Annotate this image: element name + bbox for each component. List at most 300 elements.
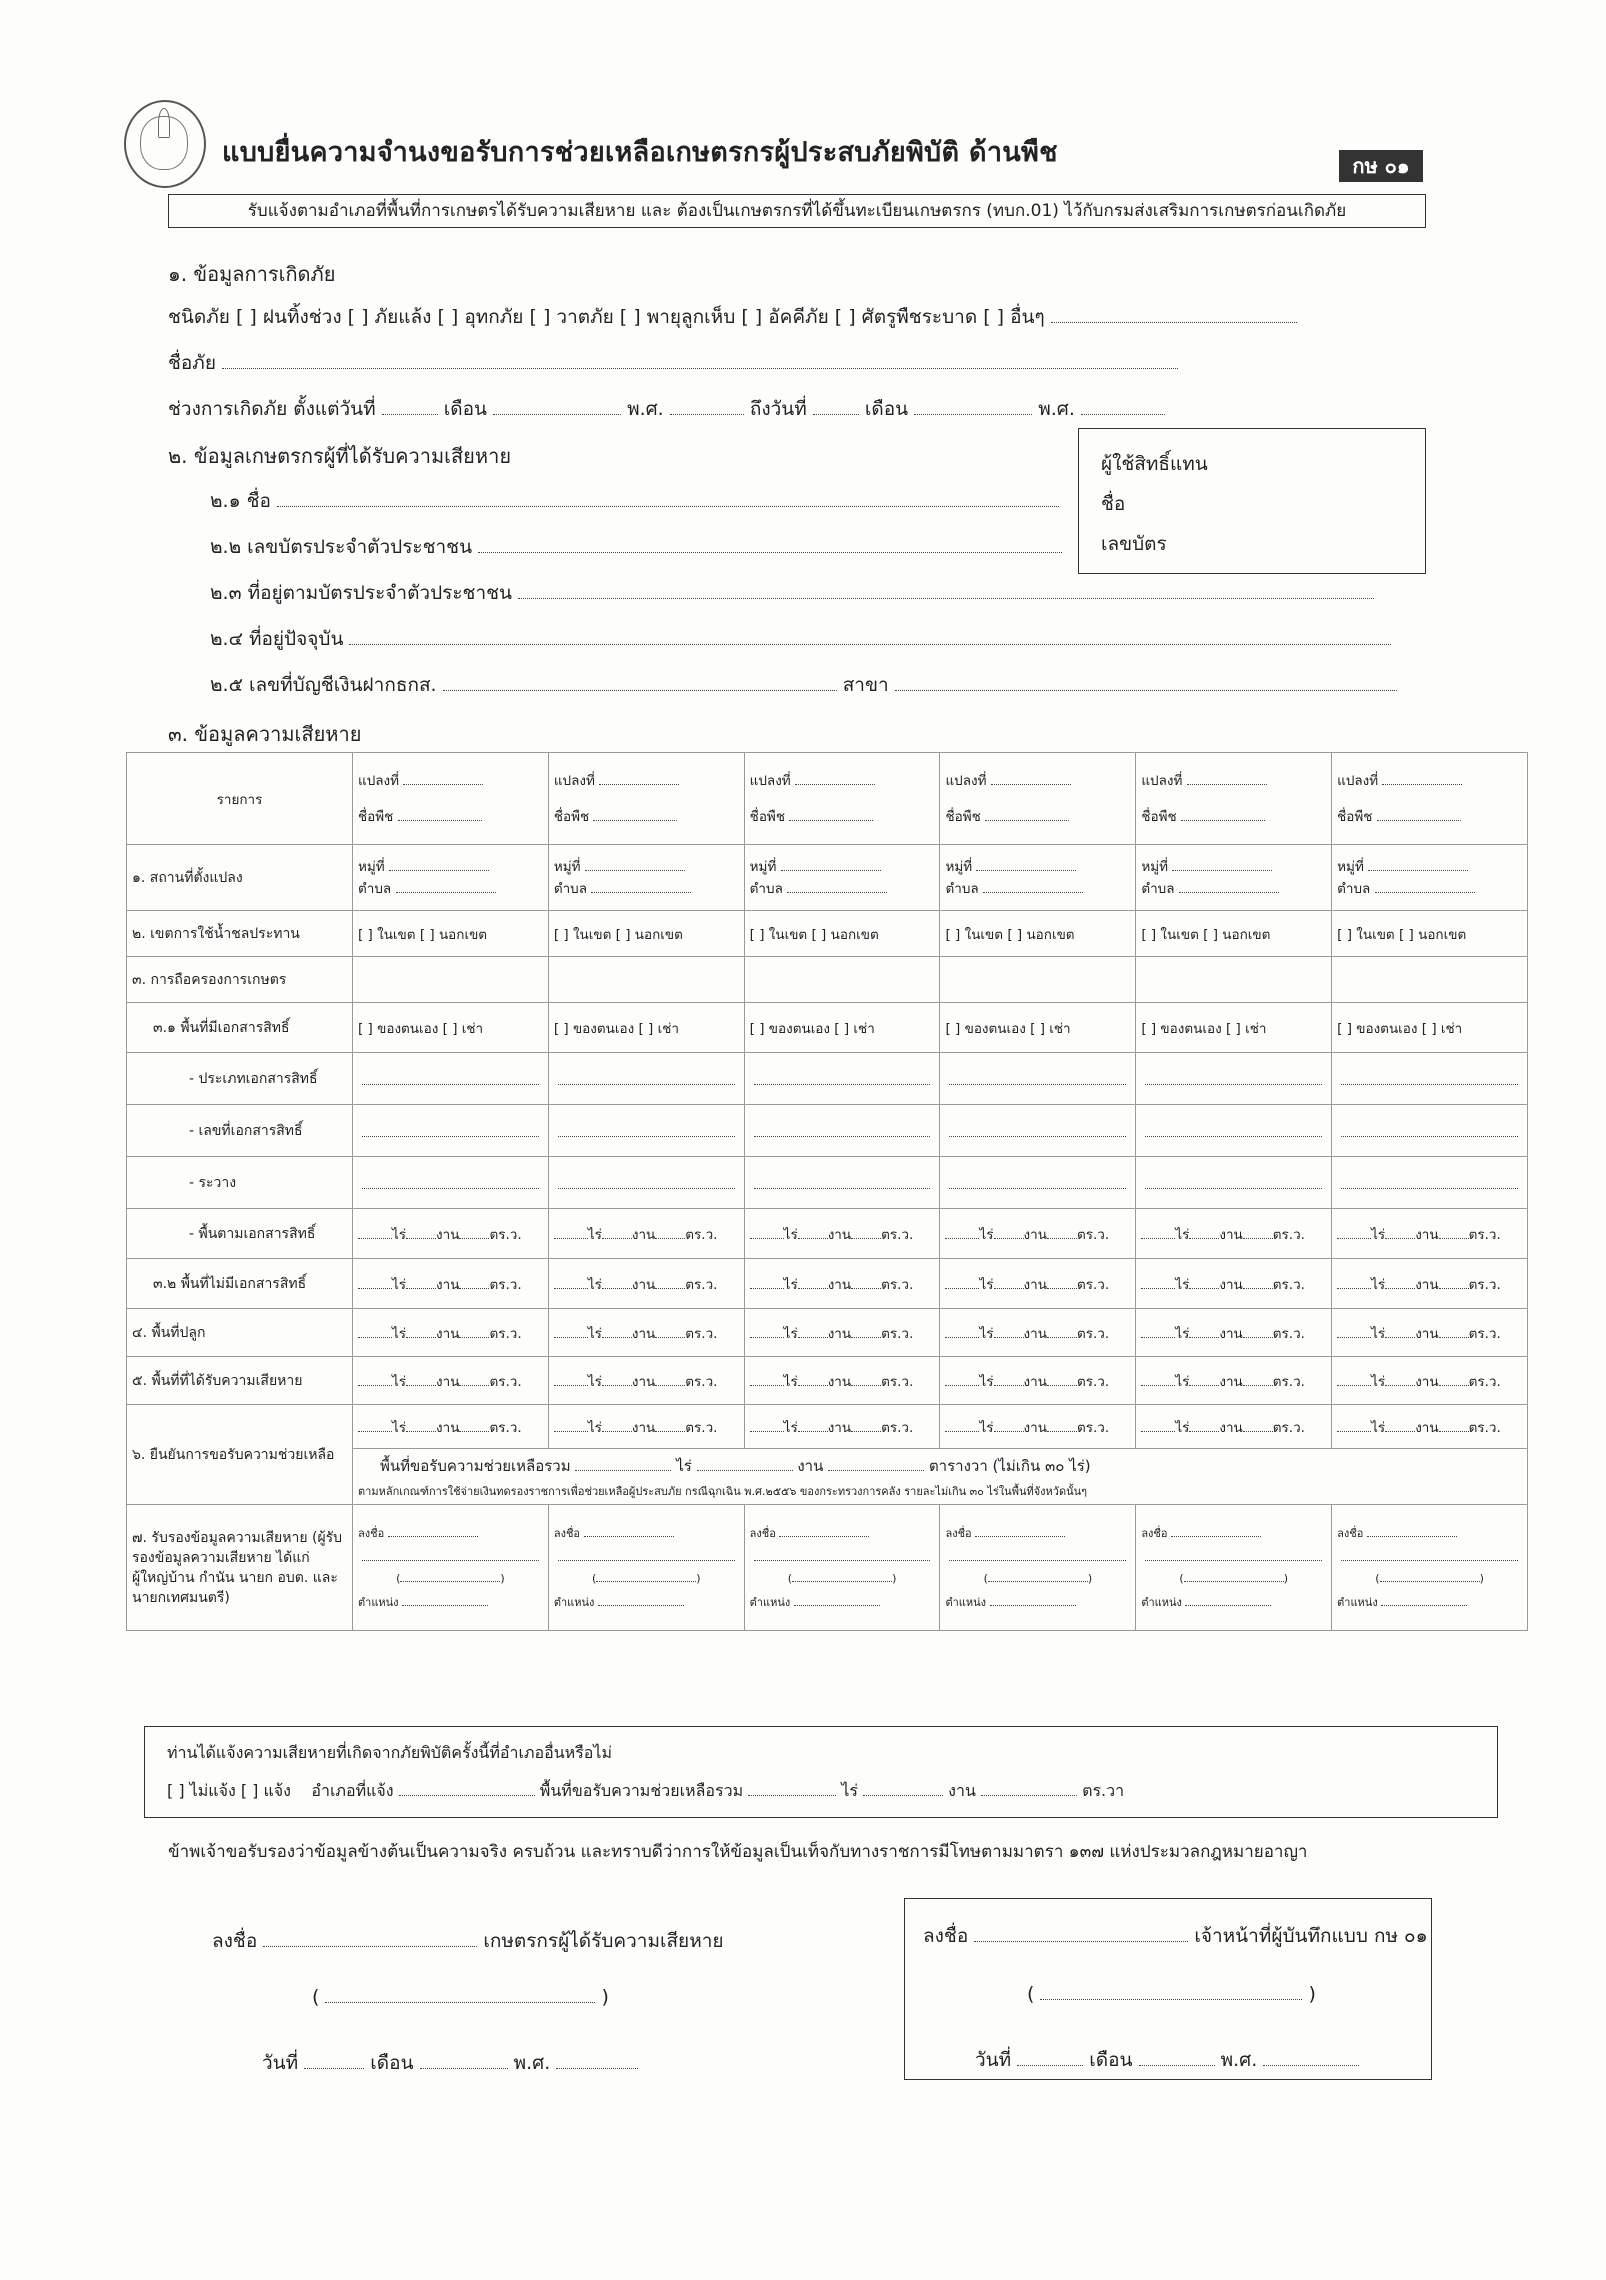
irrigation-checkbox-cell[interactable] xyxy=(1332,911,1528,957)
position-field[interactable] xyxy=(1185,1591,1271,1606)
wa-field[interactable] xyxy=(655,1323,685,1338)
ngan-label: งาน xyxy=(631,1325,656,1342)
plot-location-cell[interactable] xyxy=(1136,845,1332,911)
disaster-type-6[interactable]: [ ] ศัตรูพืชระบาด xyxy=(834,306,978,328)
other-district-box xyxy=(144,1726,1498,1818)
entry-line[interactable] xyxy=(1145,1176,1322,1189)
notify-options[interactable]: [ ] ไม่แจ้ง [ ] แจ้ง xyxy=(167,1781,291,1800)
crop-name-field[interactable] xyxy=(985,806,1069,821)
ngan-field[interactable] xyxy=(1189,1323,1219,1338)
wa-field[interactable] xyxy=(1243,1323,1273,1338)
area-entry-cell[interactable] xyxy=(1332,1209,1528,1259)
ngan-field[interactable] xyxy=(602,1371,632,1386)
area-entry-cell[interactable] xyxy=(353,1357,549,1405)
area-entry-cell[interactable] xyxy=(1136,1357,1332,1405)
rai-field[interactable] xyxy=(554,1224,588,1239)
disaster-type-0[interactable]: [ ] ฝนทิ้งช่วง xyxy=(235,306,342,328)
branch-field[interactable] xyxy=(895,676,1397,691)
farmer-year-field[interactable] xyxy=(556,2054,638,2069)
wa-label: ตร.ว. xyxy=(685,1276,718,1293)
wa-field[interactable] xyxy=(1047,1274,1077,1289)
ngan-field[interactable] xyxy=(406,1371,436,1386)
area-entry-cell[interactable] xyxy=(548,1405,744,1449)
village-field[interactable] xyxy=(976,856,1076,871)
village-label: หมู่ที่ xyxy=(1337,858,1364,875)
ngan-field[interactable] xyxy=(798,1224,828,1239)
wa-field[interactable] xyxy=(655,1224,685,1239)
text-entry-cell[interactable] xyxy=(1332,1053,1528,1105)
ngan-field[interactable] xyxy=(406,1417,436,1432)
total-rai-field[interactable] xyxy=(575,1456,671,1471)
farmer-day-field[interactable] xyxy=(304,2054,364,2069)
subdistrict-field[interactable] xyxy=(787,878,887,893)
wa-field[interactable] xyxy=(459,1323,489,1338)
bank-account-field[interactable] xyxy=(443,676,837,691)
plot-location-cell[interactable] xyxy=(353,845,549,911)
rai-field[interactable] xyxy=(945,1417,979,1432)
irrigation-options[interactable]: [ ] ในเขต [ ] นอกเขต xyxy=(1337,926,1467,943)
area-entry-cell[interactable] xyxy=(744,1309,940,1357)
area-entry-cell[interactable] xyxy=(744,1357,940,1405)
rai-field[interactable] xyxy=(750,1224,784,1239)
wa-field[interactable] xyxy=(851,1417,881,1432)
disaster-type-1[interactable]: [ ] ภัยแล้ง xyxy=(347,306,432,328)
position-field[interactable] xyxy=(1381,1591,1467,1606)
wa-field[interactable] xyxy=(655,1274,685,1289)
irrigation-checkbox-cell[interactable] xyxy=(744,911,940,957)
text-entry-cell[interactable] xyxy=(1332,1157,1528,1209)
ngan-field[interactable] xyxy=(1189,1371,1219,1386)
disaster-type-7[interactable]: [ ] อื่นๆ xyxy=(983,306,1045,328)
ownership-checkbox-cell[interactable] xyxy=(1332,1003,1528,1053)
entry-line[interactable] xyxy=(754,1176,931,1189)
village-field[interactable] xyxy=(1172,856,1272,871)
signature-line[interactable] xyxy=(1145,1548,1322,1561)
certifier-name-field[interactable] xyxy=(1184,1567,1284,1582)
text-entry-cell[interactable] xyxy=(744,1105,940,1157)
text-entry-cell[interactable] xyxy=(1136,1053,1332,1105)
plot-column-header[interactable] xyxy=(744,753,940,845)
entry-line[interactable] xyxy=(754,1072,931,1085)
ownership-checkbox-cell[interactable] xyxy=(353,1003,549,1053)
ngan-field[interactable] xyxy=(602,1323,632,1338)
wa-field[interactable] xyxy=(851,1224,881,1239)
area-entry-cell[interactable] xyxy=(1332,1259,1528,1309)
rai-field[interactable] xyxy=(358,1323,392,1338)
certifier-sign-field[interactable] xyxy=(975,1522,1065,1537)
certifier-name-field[interactable] xyxy=(1380,1567,1480,1582)
wa-field[interactable] xyxy=(1439,1371,1469,1386)
disaster-name-field[interactable] xyxy=(222,354,1178,369)
certifier-signature-cell[interactable] xyxy=(353,1505,549,1631)
wa-field[interactable] xyxy=(1439,1417,1469,1432)
total-ngan-field[interactable] xyxy=(697,1456,793,1471)
certifier-sign-field[interactable] xyxy=(584,1522,674,1537)
wa-field[interactable] xyxy=(1243,1417,1273,1432)
wa-field[interactable] xyxy=(1047,1417,1077,1432)
plot-column-header[interactable] xyxy=(1332,753,1528,845)
area-entry-cell[interactable] xyxy=(353,1309,549,1357)
area-entry-cell[interactable] xyxy=(548,1259,744,1309)
entry-line[interactable] xyxy=(558,1124,735,1137)
irrigation-checkbox-cell[interactable] xyxy=(940,911,1136,957)
text-entry-cell[interactable] xyxy=(940,1105,1136,1157)
position-field[interactable] xyxy=(598,1591,684,1606)
district-field[interactable] xyxy=(399,1781,535,1796)
village-field[interactable] xyxy=(585,856,685,871)
rai-field[interactable] xyxy=(1337,1323,1371,1338)
end-month-field[interactable] xyxy=(914,400,1032,415)
ngan-field[interactable] xyxy=(1385,1274,1415,1289)
certifier-signature-cell[interactable] xyxy=(548,1505,744,1631)
area-entry-cell[interactable] xyxy=(1136,1259,1332,1309)
wa-label: ตร.ว. xyxy=(1076,1276,1110,1293)
total-wa-field[interactable] xyxy=(828,1456,924,1471)
subdistrict-field[interactable] xyxy=(1179,878,1279,893)
rai-field[interactable] xyxy=(1141,1371,1175,1386)
rai-field[interactable] xyxy=(945,1323,979,1338)
officer-sign-field[interactable] xyxy=(974,1927,1188,1942)
ngan-field[interactable] xyxy=(798,1417,828,1432)
disaster-type-5[interactable]: [ ] อัคคีภัย xyxy=(741,306,829,328)
subdistrict-label: ตำบล xyxy=(749,880,783,897)
open-paren: ( xyxy=(787,1572,793,1585)
ngan-field[interactable] xyxy=(1189,1417,1219,1432)
wa-field[interactable] xyxy=(1243,1224,1273,1239)
officer-printed-name-field[interactable] xyxy=(1040,1985,1302,2000)
rai-field[interactable] xyxy=(358,1371,392,1386)
wa-field[interactable] xyxy=(851,1371,881,1386)
area-entry-cell[interactable] xyxy=(940,1209,1136,1259)
plot-column-header[interactable] xyxy=(548,753,744,845)
wa-field[interactable] xyxy=(851,1323,881,1338)
signature-line[interactable] xyxy=(949,1548,1126,1561)
rai-field[interactable] xyxy=(554,1274,588,1289)
plot-label: แปลงที่ xyxy=(749,772,791,789)
area-entry-cell[interactable] xyxy=(940,1405,1136,1449)
area-entry-cell[interactable] xyxy=(548,1357,744,1405)
entry-line[interactable] xyxy=(1145,1124,1322,1137)
village-field[interactable] xyxy=(1368,856,1468,871)
text-entry-cell[interactable] xyxy=(940,1053,1136,1105)
certifier-sign-field[interactable] xyxy=(388,1522,478,1537)
farmer-month-field[interactable] xyxy=(420,2054,508,2069)
entry-line[interactable] xyxy=(1341,1072,1518,1085)
area-entry-cell[interactable] xyxy=(548,1309,744,1357)
certifier-sign-field[interactable] xyxy=(779,1522,869,1537)
other-wa-field[interactable] xyxy=(981,1781,1077,1796)
plot-number-field[interactable] xyxy=(599,770,679,785)
farmer-printed-name-field[interactable] xyxy=(325,1988,595,2003)
ngan-field[interactable] xyxy=(1385,1323,1415,1338)
rai-field[interactable] xyxy=(1337,1274,1371,1289)
entry-line[interactable] xyxy=(1341,1176,1518,1189)
disaster-other-field[interactable] xyxy=(1051,308,1297,323)
village-field[interactable] xyxy=(781,856,881,871)
rai-field[interactable] xyxy=(554,1323,588,1338)
subdistrict-field[interactable] xyxy=(983,878,1083,893)
plot-column-header[interactable] xyxy=(1136,753,1332,845)
area-entry-cell[interactable] xyxy=(744,1405,940,1449)
plot-number-field[interactable] xyxy=(795,770,875,785)
area-entry-cell[interactable] xyxy=(353,1259,549,1309)
area-entry-cell[interactable] xyxy=(940,1309,1136,1357)
start-year-field[interactable] xyxy=(670,400,744,415)
certifier-signature-cell[interactable] xyxy=(1332,1505,1528,1631)
area-entry-cell[interactable] xyxy=(1332,1357,1528,1405)
irrigation-options[interactable]: [ ] ในเขต [ ] นอกเขต xyxy=(749,926,879,943)
irrigation-options[interactable]: [ ] ในเขต [ ] นอกเขต xyxy=(358,926,488,943)
certifier-sign-field[interactable] xyxy=(1367,1522,1457,1537)
rai-field[interactable] xyxy=(554,1371,588,1386)
wa-field[interactable] xyxy=(459,1224,489,1239)
officer-month-field[interactable] xyxy=(1139,2051,1215,2066)
ownership-checkbox-cell[interactable] xyxy=(1136,1003,1332,1053)
rai-field[interactable] xyxy=(358,1224,392,1239)
text-entry-cell[interactable] xyxy=(353,1157,549,1209)
wa-field[interactable] xyxy=(1439,1323,1469,1338)
village-field[interactable] xyxy=(389,856,489,871)
text-entry-cell[interactable] xyxy=(548,1157,744,1209)
ownership-options[interactable]: [ ] ของตนเอง [ ] เช่า xyxy=(553,1020,679,1037)
irrigation-checkbox-cell[interactable] xyxy=(1136,911,1332,957)
position-field[interactable] xyxy=(402,1591,488,1606)
ownership-options[interactable]: [ ] ของตนเอง [ ] เช่า xyxy=(358,1020,484,1037)
rai-field[interactable] xyxy=(750,1417,784,1432)
farmer-sign-field[interactable] xyxy=(263,1932,477,1947)
rai-field[interactable] xyxy=(750,1371,784,1386)
rai-field[interactable] xyxy=(1337,1371,1371,1386)
plot-number-field[interactable] xyxy=(403,770,483,785)
area-entry-cell[interactable] xyxy=(744,1209,940,1259)
entry-line[interactable] xyxy=(558,1072,735,1085)
current-address-field[interactable] xyxy=(349,630,1391,645)
ngan-field[interactable] xyxy=(602,1274,632,1289)
wa-field[interactable] xyxy=(1047,1371,1077,1386)
rai-label: ไร่ xyxy=(783,1325,798,1342)
wa-field[interactable] xyxy=(459,1274,489,1289)
officer-year-field[interactable] xyxy=(1263,2051,1359,2066)
plot-location-cell[interactable] xyxy=(548,845,744,911)
wa-field[interactable] xyxy=(1047,1323,1077,1338)
crop-name-field[interactable] xyxy=(789,806,873,821)
ownership-options[interactable]: [ ] ของตนเอง [ ] เช่า xyxy=(749,1020,875,1037)
rai-field[interactable] xyxy=(1141,1323,1175,1338)
certifier-name-field[interactable] xyxy=(792,1567,892,1582)
plot-location-cell[interactable] xyxy=(1332,845,1528,911)
certifier-signature-cell[interactable] xyxy=(1136,1505,1332,1631)
text-entry-cell[interactable] xyxy=(353,1053,549,1105)
ngan-field[interactable] xyxy=(994,1323,1024,1338)
text-entry-cell[interactable] xyxy=(548,1105,744,1157)
wa-field[interactable] xyxy=(1047,1224,1077,1239)
text-entry-cell[interactable] xyxy=(1332,1105,1528,1157)
crop-label: ชื่อพืช xyxy=(358,808,394,825)
text-entry-cell[interactable] xyxy=(940,1157,1136,1209)
rai-field[interactable] xyxy=(358,1274,392,1289)
plot-number-field[interactable] xyxy=(1382,770,1462,785)
ngan-field[interactable] xyxy=(798,1371,828,1386)
plot-location-cell[interactable] xyxy=(940,845,1136,911)
area-entry-cell[interactable] xyxy=(1332,1405,1528,1449)
area-entry-cell[interactable] xyxy=(548,1209,744,1259)
plot-label: แปลงที่ xyxy=(358,772,400,789)
entry-line[interactable] xyxy=(362,1124,539,1137)
certifier-name-field[interactable] xyxy=(596,1567,696,1582)
subdistrict-field[interactable] xyxy=(396,878,496,893)
ngan-field[interactable] xyxy=(602,1417,632,1432)
wa-field[interactable] xyxy=(851,1274,881,1289)
signature-line[interactable] xyxy=(558,1548,735,1561)
position-field[interactable] xyxy=(794,1591,880,1606)
certifier-sign-field[interactable] xyxy=(1171,1522,1261,1537)
ownership-checkbox-cell[interactable] xyxy=(744,1003,940,1053)
rai-field[interactable] xyxy=(358,1417,392,1432)
certifier-signature-cell[interactable] xyxy=(744,1505,940,1631)
plot-column-header[interactable] xyxy=(353,753,549,845)
other-rai-field[interactable] xyxy=(748,1781,836,1796)
signature-line[interactable] xyxy=(754,1548,931,1561)
rai-field[interactable] xyxy=(750,1323,784,1338)
ownership-options[interactable]: [ ] ของตนเอง [ ] เช่า xyxy=(1337,1020,1463,1037)
entry-line[interactable] xyxy=(558,1176,735,1189)
disaster-type-3[interactable]: [ ] วาตภัย xyxy=(529,306,614,328)
entry-line[interactable] xyxy=(949,1072,1126,1085)
crop-name-field[interactable] xyxy=(1181,806,1265,821)
ngan-field[interactable] xyxy=(798,1323,828,1338)
ngan-field[interactable] xyxy=(406,1224,436,1239)
ownership-checkbox-cell[interactable] xyxy=(940,1003,1136,1053)
table-row xyxy=(127,845,1528,911)
start-day-field[interactable] xyxy=(382,400,438,415)
plot-column-header[interactable] xyxy=(940,753,1136,845)
area-entry-cell[interactable] xyxy=(1332,1309,1528,1357)
rai-field[interactable] xyxy=(1337,1224,1371,1239)
disaster-type-4[interactable]: [ ] พายุลูกเห็บ xyxy=(619,306,736,328)
wa-field[interactable] xyxy=(1243,1371,1273,1386)
irrigation-checkbox-cell[interactable] xyxy=(548,911,744,957)
end-year-field[interactable] xyxy=(1081,400,1165,415)
wa-field[interactable] xyxy=(1439,1224,1469,1239)
ngan-field[interactable] xyxy=(1385,1417,1415,1432)
text-entry-cell[interactable] xyxy=(744,1053,940,1105)
signature-line[interactable] xyxy=(362,1548,539,1561)
area-entry-cell[interactable] xyxy=(940,1357,1136,1405)
rai-field[interactable] xyxy=(750,1274,784,1289)
officer-day-field[interactable] xyxy=(1017,2051,1083,2066)
wa-field[interactable] xyxy=(459,1417,489,1432)
wa-field[interactable] xyxy=(655,1417,685,1432)
area-entry-cell[interactable] xyxy=(940,1259,1136,1309)
crop-name-field[interactable] xyxy=(593,806,677,821)
ngan-field[interactable] xyxy=(1189,1224,1219,1239)
wa-field[interactable] xyxy=(655,1371,685,1386)
ngan-field[interactable] xyxy=(406,1274,436,1289)
wa-field[interactable] xyxy=(459,1371,489,1386)
disaster-type-2[interactable]: [ ] อุทกภัย xyxy=(437,306,524,328)
plot-number-field[interactable] xyxy=(1187,770,1267,785)
ownership-options[interactable]: [ ] ของตนเอง [ ] เช่า xyxy=(1141,1020,1267,1037)
ngan-field[interactable] xyxy=(1189,1274,1219,1289)
certifier-name-field[interactable] xyxy=(400,1567,500,1582)
card-address-field[interactable] xyxy=(518,584,1374,599)
crop-name-field[interactable] xyxy=(398,806,482,821)
wa-field[interactable] xyxy=(1439,1274,1469,1289)
certifier-name-field[interactable] xyxy=(988,1567,1088,1582)
end-day-field[interactable] xyxy=(813,400,859,415)
plot-location-cell[interactable] xyxy=(744,845,940,911)
ngan-field[interactable] xyxy=(1385,1224,1415,1239)
area-entry-cell[interactable] xyxy=(1136,1309,1332,1357)
rai-field[interactable] xyxy=(945,1274,979,1289)
area-entry-cell[interactable] xyxy=(353,1405,549,1449)
area-entry-cell[interactable] xyxy=(744,1259,940,1309)
text-entry-cell[interactable] xyxy=(744,1157,940,1209)
farmer-name-field[interactable] xyxy=(277,492,1059,507)
entry-line[interactable] xyxy=(1145,1072,1322,1085)
ngan-field[interactable] xyxy=(994,1371,1024,1386)
text-entry-cell[interactable] xyxy=(1136,1105,1332,1157)
entry-line[interactable] xyxy=(362,1176,539,1189)
rai-field[interactable] xyxy=(554,1417,588,1432)
start-month-field[interactable] xyxy=(493,400,621,415)
irrigation-checkbox-cell[interactable] xyxy=(353,911,549,957)
crop-name-field[interactable] xyxy=(1377,806,1461,821)
area-entry-cell[interactable] xyxy=(1136,1209,1332,1259)
ngan-field[interactable] xyxy=(406,1323,436,1338)
entry-line[interactable] xyxy=(949,1124,1126,1137)
position-field[interactable] xyxy=(990,1591,1076,1606)
rai-field[interactable] xyxy=(945,1224,979,1239)
ngan-field[interactable] xyxy=(994,1417,1024,1432)
wa-label: ตร.ว. xyxy=(1076,1226,1110,1243)
ngan-field[interactable] xyxy=(798,1274,828,1289)
ownership-checkbox-cell[interactable] xyxy=(548,1003,744,1053)
ownership-options[interactable]: [ ] ของตนเอง [ ] เช่า xyxy=(945,1020,1071,1037)
entry-line[interactable] xyxy=(949,1176,1126,1189)
plot-number-field[interactable] xyxy=(991,770,1071,785)
signature-line[interactable] xyxy=(1341,1548,1518,1561)
text-entry-cell[interactable] xyxy=(353,1105,549,1157)
id-card-field[interactable] xyxy=(478,538,1062,553)
other-ngan-field[interactable] xyxy=(863,1781,943,1796)
irrigation-options[interactable]: [ ] ในเขต [ ] นอกเขต xyxy=(1141,926,1271,943)
open-paren: ( xyxy=(1027,1983,1035,2005)
wa-field[interactable] xyxy=(1243,1274,1273,1289)
rai-field[interactable] xyxy=(1141,1224,1175,1239)
rai-field[interactable] xyxy=(1141,1417,1175,1432)
subdistrict-field[interactable] xyxy=(1375,878,1475,893)
entry-line[interactable] xyxy=(754,1124,931,1137)
ngan-field[interactable] xyxy=(602,1224,632,1239)
area-entry-cell[interactable] xyxy=(353,1209,549,1259)
area-entry-cell[interactable] xyxy=(1136,1405,1332,1449)
rai-field[interactable] xyxy=(945,1371,979,1386)
ngan-field[interactable] xyxy=(1385,1371,1415,1386)
entry-line[interactable] xyxy=(1341,1124,1518,1137)
ngan-field[interactable] xyxy=(994,1224,1024,1239)
entry-line[interactable] xyxy=(362,1072,539,1085)
subdistrict-field[interactable] xyxy=(591,878,691,893)
rai-field[interactable] xyxy=(1141,1274,1175,1289)
irrigation-options[interactable]: [ ] ในเขต [ ] นอกเขต xyxy=(553,926,683,943)
ngan-field[interactable] xyxy=(994,1274,1024,1289)
text-entry-cell[interactable] xyxy=(1136,1157,1332,1209)
irrigation-options[interactable]: [ ] ในเขต [ ] นอกเขต xyxy=(945,926,1075,943)
rai-field[interactable] xyxy=(1337,1417,1371,1432)
text-entry-cell[interactable] xyxy=(548,1053,744,1105)
certifier-signature-cell[interactable] xyxy=(940,1505,1136,1631)
